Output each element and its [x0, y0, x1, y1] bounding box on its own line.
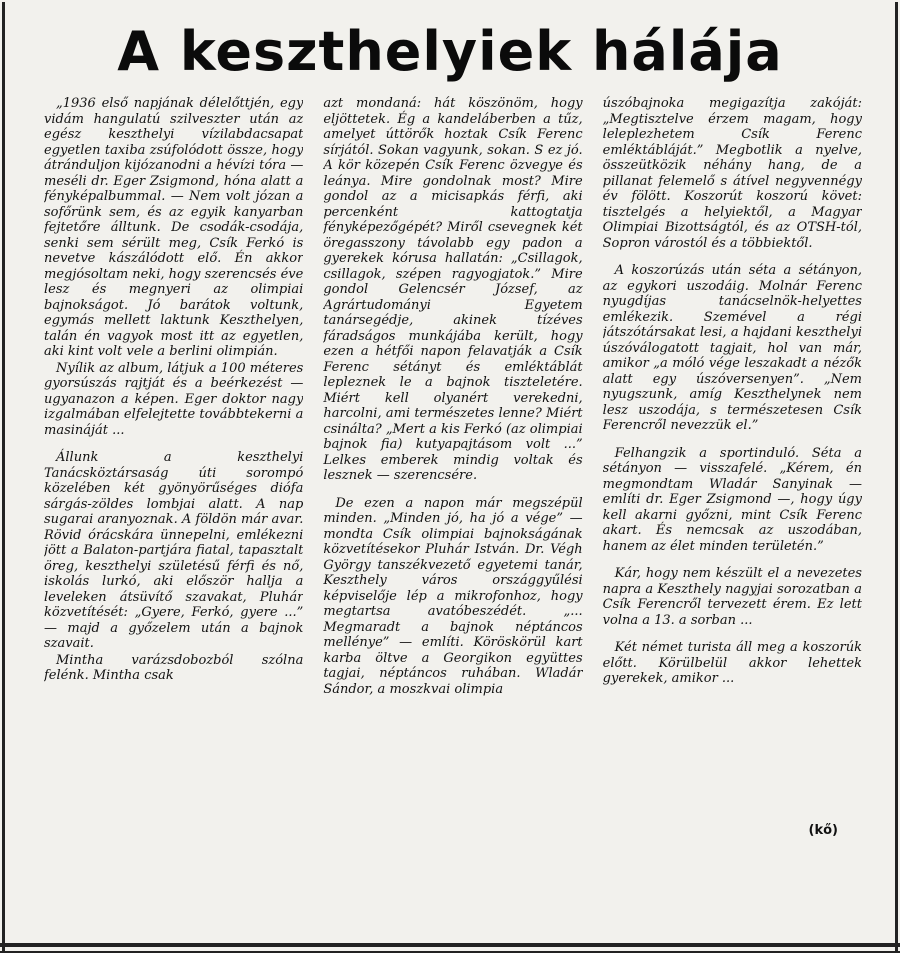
paragraph: A koszorúzás után séta a sétányon, az egykori uszodáig. Molnár Ferenc nyugdíjas tanácselnök-helyettes emlékezik. Szemével a régi játszótársakat lesi, a hajdani keszthelyi úszóválogatott tagjait, hol van már, amikor „a móló vége leszakadt a nézők alatt egy úszóversenyen”. „Nem nyugszunk, amíg Keszthelynek nem lesz uszodája, s természetesen Csík Ferencről nevezzük el.” — [602, 263, 862, 433]
paragraph: Felhangzik a sportinduló. Séta a sétányon — visszafelé. „Kérem, én megmondtam Wladár Sanyinak — említi dr. Eger Zsigmond —, hogy úgy kell akarni győzni, mint Csík Ferenc akart. És nemcsak az uszodában, hanem az élet minden területén.” — [602, 445, 862, 554]
paragraph: Kár, hogy nem készült el a nevezetes napra a Keszthely nagyjai sorozatban a Csík Ferencről tervezett érem. Ez lett volna a 13. a sorban ... — [602, 566, 862, 628]
paragraph: Mintha varázsdobozból szólna felénk. Mintha csak — [44, 652, 304, 683]
paragraph: Állunk a keszthelyi Tanácsköztársaság úti sorompó közelében két gyönyörűséges diófa sárgás-zöldes lombjai alatt. A nap sugarai aranyoznak. A földön már avar. Rövid órácskára ünnepelni, emlékezni jött a Balaton-partjára fiatal, tapasztalt öreg, keszthelyi születésű férfi és nő, iskolás lurkó, aki először hallja a leveleken átsüvítő szavakat, Pluhár közvetítését: „Gyere, Ferkó, gyere ...” — majd a győzelem után a bajnok szavait. — [44, 450, 304, 651]
paragraph: Nyílik az album, látjuk a 100 méteres gyorsúszás rajtját és a beérkezést — ugyanazon a képen. Eger doktor nagy izgalmában elfelejtette továbbtekerni a masináját ... — [44, 360, 304, 438]
column-3 — [603, 96, 862, 921]
article-title: A keszthelyiek hálája — [117, 20, 783, 83]
article-body — [44, 96, 862, 921]
column-1 — [44, 96, 303, 921]
column-2 — [323, 96, 582, 921]
paragraph: De ezen a napon már megszépül minden. „Minden jó, ha jó a vége” — mondta Csík olimpiai bajnokságának közvetítésekor Pluhár István. Dr. Végh György tanszékvezető egyetemi tanár, Keszthely város országgyűlési képviselője lép a mikrofonhoz, hogy megtartsa avatóbeszédét. „... Megmaradt a bajnok néptáncos mellénye” — említi. Köröskörül kart karba öltve a Georgikon együttes tagjai, néptáncos ruhában. Wladár Sándor, a moszkvai olimpia — [323, 495, 583, 697]
paragraph: úszóbajnoka megigazítja zakóját: „Megtisztelve érzem magam, hogy leleplezhetem Csík Ferenc emléktábláját.” Megbotlik a nyelve, összeütközik néhány hang, de a pillanat felemelő s átível negyvennégy év fölött. Koszorút koszorú követ: tisztelgés a helyiektől, a Magyar Olimpiai Bizottságtól, és az OTSH-tól, Sopron várostól és a többiektől. — [602, 96, 862, 251]
paragraph: azt mondaná: hát köszönöm, hogy eljöttetek. Ég a kandeláberben a tűz, amelyet úttörők hoztak Csík Ferenc sírjától. Sokan vagyunk, sokan. S ez jó. A kör közepén Csík Ferenc özvegye és leánya. Mire gondolnak most? Mire gondol az a micisapkás férfi, aki percenként kattogtatja fényképezőgépét? Miről csevegnek két öregasszony távolabb egy padon a gyerekek kórusa hallatán: „Csillagok, csillagok, szépen ragyogjatok.” Mire gondol Gelencsér József, az Agrártudományi Egyetem tanársegédje, akinek tízéves fáradságos munkájába került, hogy ezen a hétfői napon felavatják a Csík Ferenc sétányt és emléktáblát lepleznek le a bajnok tiszteletére. Miért kell olyanért verekedni, harcolni, ami természetes lenne? Miért csinálta? „Mert a kis Ferkó (az olimpiai bajnok fia) kutyapajtásom volt ...” Lelkes emberek mindig voltak és lesznek — szerencsére. — [323, 96, 583, 483]
paragraph: Két német turista áll meg a koszorúk előtt. Körülbelül akkor lehettek gyerekek, amikor ... — [602, 640, 862, 686]
author-signature: (kő) — [808, 823, 838, 838]
paragraph: „1936 első napjának délelőttjén, egy vidám hangulatú szilveszter után az egész keszthelyi vízilabdacsapat egyetlen taxiba zsúfolódott össze, hogy átránduljon kijózanodni a hévízi tóra — meséli dr. Eger Zsigmond, hóna alatt a fényképalbummal. — Nem volt józan a sofőrünk sem, és az egyik kanyarban fejtetőre álltunk. De csodák-csodája, senki sem sérült meg, Csík Ferkó is nevetve kászálódott elő. Én akkor megjósoltam neki, hogy szerencsés éve lesz és megnyeri az olimpiai bajnokságot. Jó barátok voltunk, egymás mellett laktunk Keszthelyen, talán én vagyok most itt az egyetlen, aki kint volt vele a berlini olimpián. — [44, 96, 304, 359]
bottom-rule — [0, 943, 900, 947]
